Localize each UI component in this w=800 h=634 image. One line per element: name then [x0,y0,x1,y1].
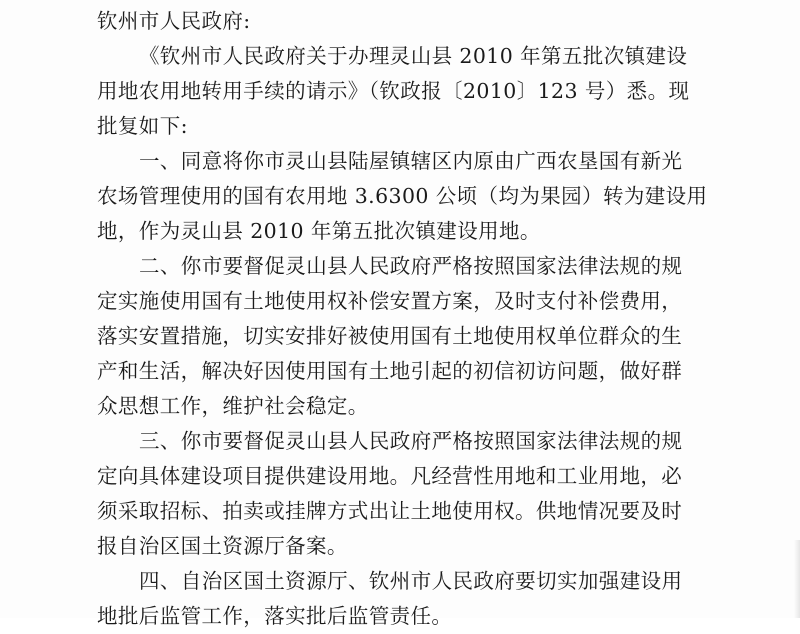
paragraph-intro [97,39,727,144]
paragraph-line: 三、你市要督促灵山县人民政府严格按照国家法律法规的规 [139,429,683,453]
document-body [97,4,727,634]
paragraph-line: 批复如下: [97,114,188,138]
paragraph-line: 众思想工作，维护社会稳定。 [97,394,369,418]
paragraph-line: 地，作为灵山县 2010 年第五批次镇建设用地。 [97,219,541,243]
paragraph-line: 四、自治区国土资源厅、钦州市人民政府要切实加强建设用 [139,569,683,593]
paragraph-line: 一、同意将你市灵山县陆屋镇辖区内原由广西农垦国有新光 [139,149,683,173]
paragraph-line: 落实安置措施，切实安排好被使用国有土地使用权单位群众的生 [97,324,683,348]
paragraph-line: 须采取招标、拍卖或挂牌方式出让土地使用权。供地情况要及时 [97,499,683,523]
paragraph-line: 《钦州市人民政府关于办理灵山县 2010 年第五批次镇建设 [139,44,688,68]
paragraph-line: 地批后监管工作，落实批后监管责任。 [97,604,453,628]
paragraph-line: 定实施使用国有土地使用权补偿安置方案，及时支付补偿费用， [97,289,683,313]
paragraph-line: 报自治区国土资源厅备案。 [97,534,348,558]
paragraph-item-2 [97,249,727,424]
paragraph-line: 定向具体建设项目提供建设用地。凡经营性用地和工业用地，必 [97,464,683,488]
paragraph-item-4 [97,564,727,634]
scan-edge-shadow [794,540,800,618]
paragraph-item-3 [97,424,727,564]
paragraph-line: 用地农用地转用手续的请示》（钦政报〔2010〕123 号）悉。现 [97,79,690,103]
paragraph-line: 农场管理使用的国有农用地 3.6300 公顷（均为果园）转为建设用 [97,184,708,208]
salutation: 钦州市人民政府: [97,9,251,33]
paragraph-line: 产和生活，解决好因使用国有土地引起的初信初访问题，做好群 [97,359,683,383]
paragraph-item-1 [97,144,727,249]
paragraph-line: 二、你市要督促灵山县人民政府严格按照国家法律法规的规 [139,254,683,278]
